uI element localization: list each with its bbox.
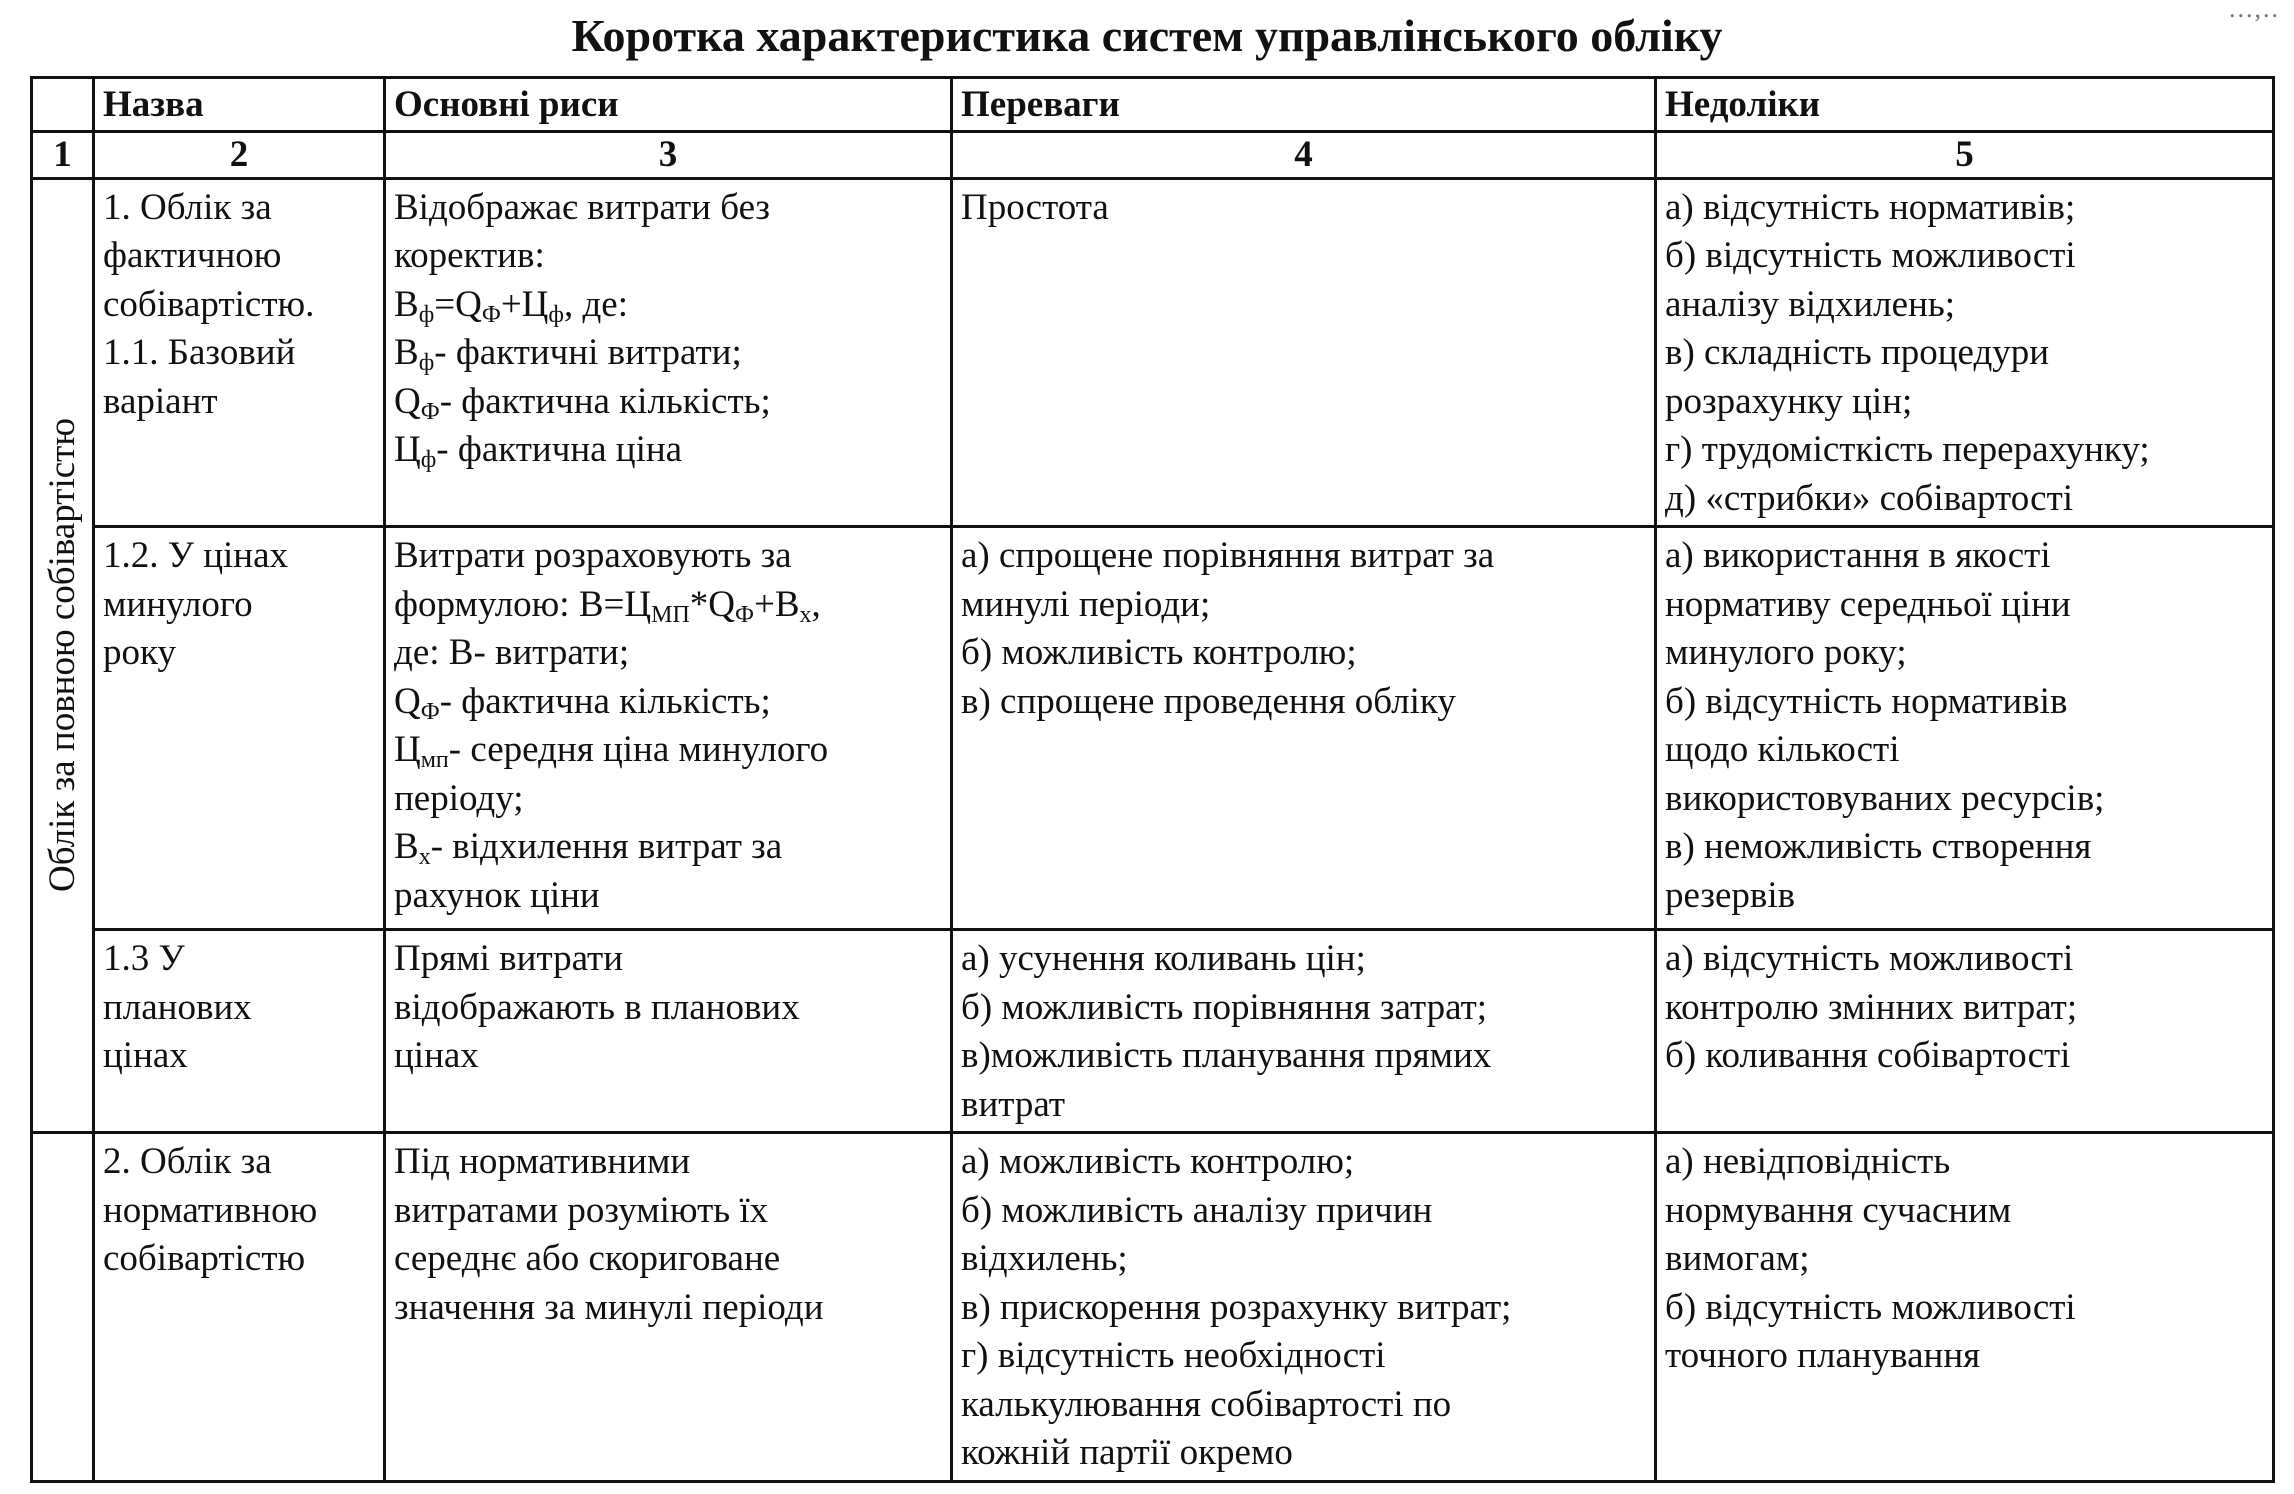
text-line: а) відсутність нормативів;: [1665, 186, 2076, 228]
formula-subscript: ф: [420, 447, 437, 473]
text-line: 2. Облік за: [103, 1141, 272, 1182]
text-line: періоду;: [394, 777, 524, 819]
formula-line: [394, 726, 942, 775]
table-row: [32, 1133, 2274, 1482]
formula-line: [394, 581, 942, 630]
document-title: Коротка характеристика систем управлінського обліку: [571, 10, 1723, 61]
text-line: де: В- витрати;: [394, 632, 630, 673]
text-line: варіант: [103, 380, 218, 422]
features-cell: [385, 527, 952, 930]
text-line: минулого року;: [1665, 632, 1907, 673]
management-accounting-table: [30, 76, 2275, 1483]
text-line: точного планування: [1665, 1335, 1981, 1376]
formula-part: формулою: В=Ц: [394, 583, 652, 625]
text-line: 1.3 У: [103, 938, 185, 979]
text-line: Відображає витрати без: [394, 186, 771, 228]
name-cell: [94, 1133, 385, 1482]
formula-line: [394, 426, 942, 475]
text-line: 1.2. У цінах: [103, 535, 288, 576]
formula-subscript: ф: [418, 350, 435, 376]
disadvantages-cell: [1656, 930, 2274, 1133]
text-line: щодо кількості: [1665, 729, 1900, 770]
text-line: б) можливість аналізу причин: [961, 1189, 1433, 1231]
text-line: витрат: [961, 1083, 1066, 1125]
text-line: року: [103, 632, 176, 673]
advantages-cell: [952, 930, 1656, 1133]
text-line: в) складність процедури: [1665, 332, 2050, 373]
text-line: резервів: [1665, 874, 1796, 916]
text-line: контролю змінних витрат;: [1665, 986, 2078, 1028]
formula-subscript: Ф: [735, 601, 754, 628]
header-cell-disadvantages: Недоліки: [1656, 78, 2274, 132]
formula-subscript: х: [799, 601, 812, 628]
text-line: кожній партії окремо: [961, 1432, 1293, 1473]
text-line: середнє або скориговане: [394, 1238, 781, 1279]
formula-subscript: Ф: [420, 698, 440, 725]
text-line: коректив:: [394, 235, 545, 276]
column-number: 5: [1656, 131, 2274, 178]
text-line: а) спрощене порівняння витрат за: [961, 535, 1495, 576]
formula-part: ,: [811, 583, 821, 625]
text-line: а) можливість контролю;: [961, 1141, 1355, 1182]
text-line: б) коливання собівартості: [1665, 1035, 2071, 1076]
text-line: аналізу відхилень;: [1665, 283, 1956, 325]
features-cell: [385, 930, 952, 1133]
text-line: в)можливість планування прямих: [961, 1035, 1492, 1076]
header-cell-features: Основні риси: [385, 78, 952, 132]
disadvantages-cell: [1656, 1133, 2274, 1482]
text-line: 1.1. Базовий: [103, 332, 296, 373]
advantages-cell: [952, 178, 1656, 527]
formula-part: =Q: [434, 283, 482, 325]
text-line: а) відсутність можливості: [1665, 938, 2074, 979]
column-number: 1: [32, 131, 94, 178]
header-cell-empty: [32, 78, 94, 132]
formula-line: [394, 281, 942, 330]
advantages-cell: [952, 527, 1656, 930]
formula-part: , де:: [563, 283, 628, 325]
formula-part: Q: [394, 680, 421, 722]
formula-subscript: ф: [418, 301, 435, 328]
text-line: вимогам;: [1665, 1238, 1810, 1279]
formula-part: Q: [394, 380, 421, 422]
formula-part: Ц: [394, 429, 421, 470]
formula-part: В: [394, 826, 419, 867]
formula-subscript: Ф: [420, 398, 440, 425]
text-line: б) можливість порівняння затрат;: [961, 986, 1488, 1028]
text-line: нормування сучасним: [1665, 1189, 2012, 1231]
table-row: [32, 178, 2274, 527]
text-line: 1. Облік за: [103, 186, 272, 228]
formula-line: [394, 823, 942, 872]
formula-part: В: [394, 283, 419, 325]
formula-subscript: Ф: [481, 301, 501, 328]
column-number-row: [32, 131, 2274, 178]
group-label: Облік за повною собівартістю: [41, 418, 83, 893]
text-line: а) усунення коливань цін;: [961, 938, 1366, 979]
disadvantages-cell: [1656, 178, 2274, 527]
text-line: цінах: [394, 1035, 479, 1076]
formula-subscript: ф: [548, 301, 564, 328]
column-number: 3: [385, 131, 952, 178]
text-line: в) прискорення розрахунку витрат;: [961, 1286, 1512, 1328]
formula-line: [394, 378, 942, 427]
table-row: [32, 527, 2274, 930]
table-row: [32, 930, 2274, 1133]
text-line: б) можливість контролю;: [961, 632, 1357, 673]
text-line: в) спрощене проведення обліку: [961, 680, 1456, 722]
text-line: а) невідповідність: [1665, 1141, 1951, 1182]
column-number: 4: [952, 131, 1656, 178]
group-cell-empty: [32, 1133, 94, 1482]
name-cell: [94, 527, 385, 930]
text-line: використовуваних ресурсів;: [1665, 777, 2105, 819]
text-line: Витрати розраховують за: [394, 535, 792, 576]
column-number: 2: [94, 131, 385, 178]
text-line: Прямі витрати: [394, 938, 624, 979]
header-row: [32, 78, 2274, 132]
name-cell: [94, 930, 385, 1133]
text-line: нормативною: [103, 1189, 318, 1231]
group-cell: [32, 178, 94, 1133]
corner-mark: ...,..: [2229, 0, 2280, 23]
text-line: калькулювання собівартості по: [961, 1383, 1452, 1425]
text-line: рахунок ціни: [394, 874, 600, 916]
text-line: фактичною: [103, 235, 282, 276]
formula-part: - фактична кількість;: [439, 380, 771, 422]
name-cell: [94, 178, 385, 527]
disadvantages-cell: [1656, 527, 2274, 930]
text-line: витратами розуміють їх: [394, 1189, 769, 1231]
header-cell-advantages: Переваги: [952, 78, 1656, 132]
formula-part: - відхилення витрат за: [430, 826, 783, 867]
text-line: нормативу середньої ціни: [1665, 583, 2071, 625]
text-line: значення за минулі періоди: [394, 1286, 824, 1328]
text-line: відхилень;: [961, 1238, 1128, 1279]
text-line: Простота: [961, 186, 1109, 228]
text-line: в) неможливість створення: [1665, 826, 2092, 867]
formula-part: +В: [753, 583, 800, 625]
formula-part: - фактична ціна: [436, 429, 683, 470]
text-line: б) відсутність можливості: [1665, 235, 2076, 276]
formula-line: [394, 329, 942, 378]
text-line: а) використання в якості: [1665, 535, 2051, 576]
text-line: планових: [103, 986, 252, 1028]
text-line: б) відсутність можливості: [1665, 1286, 2076, 1328]
text-line: собівартістю.: [103, 283, 315, 325]
text-line: відображають в планових: [394, 986, 800, 1028]
formula-subscript: МП: [651, 601, 690, 628]
text-line: б) відсутність нормативів: [1665, 680, 2068, 722]
advantages-cell: [952, 1133, 1656, 1482]
formula-part: +Ц: [500, 283, 549, 325]
text-line: Під нормативними: [394, 1141, 691, 1182]
text-line: цінах: [103, 1035, 188, 1076]
text-line: минулого: [103, 583, 253, 625]
formula-subscript: х: [418, 844, 431, 870]
text-line: д) «стрибки» собівартості: [1665, 477, 2074, 519]
text-line: собівартістю: [103, 1238, 306, 1279]
formula-subscript: мп: [420, 747, 449, 773]
formula-part: *Q: [689, 583, 736, 625]
formula-part: - фактична кількість;: [439, 680, 771, 722]
text-line: г) трудомісткість перерахунку;: [1665, 429, 2150, 470]
text-line: розрахунку цін;: [1665, 380, 1913, 422]
features-cell: [385, 1133, 952, 1482]
formula-part: - середня ціна минулого: [448, 729, 829, 770]
formula-part: Ц: [394, 729, 421, 770]
text-line: минулі періоди;: [961, 583, 1211, 625]
header-cell-name: Назва: [94, 78, 385, 132]
features-cell: [385, 178, 952, 527]
formula-line: [394, 678, 942, 727]
formula-part: - фактичні витрати;: [434, 332, 742, 373]
text-line: г) відсутність необхідності: [961, 1335, 1386, 1376]
formula-part: В: [394, 332, 419, 373]
